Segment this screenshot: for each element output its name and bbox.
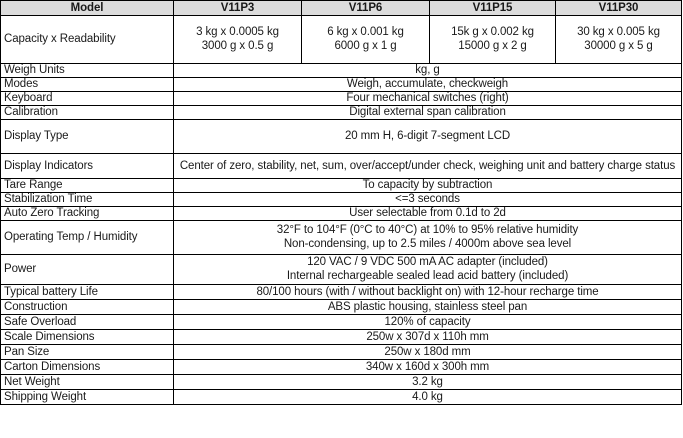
- capacity-v11p6: [302, 16, 430, 64]
- spec-row-weigh-units: [1, 64, 682, 78]
- spec-value-line: ABS plastic housing, stainless steel pan: [327, 300, 528, 313]
- capacity-v11p6-kg: 6 kg x 0.001 kg: [327, 26, 404, 38]
- spec-label-carton-dimensions: Carton Dimensions: [1, 360, 174, 375]
- spec-value-typical-battery-life: [174, 285, 682, 300]
- spec-value-line: Non-condensing, up to 2.5 miles / 4000m above sea level: [283, 237, 572, 250]
- spec-value-line: User selectable from 0.1d to 2d: [349, 207, 506, 219]
- spec-row-safe-overload: [1, 315, 682, 330]
- spec-label-net-weight: Net Weight: [1, 375, 174, 390]
- capacity-label: Capacity x Readability: [1, 16, 174, 64]
- spec-value-stabilization-time: [174, 193, 682, 207]
- spec-value-keyboard: [174, 92, 682, 106]
- model-v11p15-header: V11P15: [430, 1, 556, 16]
- spec-value-line: Weigh, accumulate, checkweigh: [346, 78, 509, 90]
- spec-row-modes: [1, 78, 682, 92]
- spec-label-display-type: Display Type: [1, 120, 174, 154]
- spec-row-display-indicators: [1, 154, 682, 179]
- spec-row-net-weight: [1, 375, 682, 390]
- capacity-v11p30-kg: 30 kg x 0.005 kg: [577, 26, 660, 38]
- capacity-v11p30-g: 30000 g x 5 g: [584, 39, 653, 52]
- spec-value-carton-dimensions: [174, 360, 682, 375]
- model-header: Model: [1, 1, 174, 16]
- spec-label-scale-dimensions: Scale Dimensions: [1, 330, 174, 345]
- spec-label-typical-battery-life: Typical battery Life: [1, 285, 174, 300]
- spec-row-tare-range: [1, 179, 682, 193]
- spec-label-construction: Construction: [1, 300, 174, 315]
- spec-label-stabilization-time: Stabilization Time: [1, 193, 174, 207]
- capacity-v11p6-g: 6000 g x 1 g: [334, 39, 397, 52]
- spec-label-weigh-units: Weigh Units: [1, 64, 174, 78]
- spec-value-weigh-units: [174, 64, 682, 78]
- capacity-v11p15: [430, 16, 556, 64]
- capacity-v11p15-kg: 15k g x 0.002 kg: [451, 26, 534, 38]
- spec-value-modes: [174, 78, 682, 92]
- spec-value-safe-overload: [174, 315, 682, 330]
- spec-label-keyboard: Keyboard: [1, 92, 174, 106]
- spec-row-calibration: [1, 106, 682, 120]
- spec-value-line: Center of zero, stability, net, sum, over/accept/under check, weighing unit and battery charge status: [179, 159, 676, 172]
- spec-value-shipping-weight: [174, 390, 682, 405]
- spec-value-line: 4.0 kg: [412, 390, 443, 403]
- spec-value-line: Internal rechargeable sealed lead acid battery (included): [286, 269, 569, 282]
- spec-value-pan-size: [174, 345, 682, 360]
- spec-value-line: 120 VAC / 9 VDC 500 mA AC adapter (included): [307, 256, 548, 268]
- spec-row-display-type: [1, 120, 682, 154]
- spec-value-display-type: [174, 120, 682, 154]
- spec-value-line: 250w x 180d mm: [384, 345, 471, 358]
- capacity-v11p3-kg: 3 kg x 0.0005 kg: [196, 26, 279, 38]
- spec-label-calibration: Calibration: [1, 106, 174, 120]
- spec-value-line: 20 mm H, 6-digit 7-segment LCD: [344, 130, 511, 142]
- capacity-v11p30: [556, 16, 682, 64]
- spec-label-pan-size: Pan Size: [1, 345, 174, 360]
- spec-row-auto-zero-tracking: [1, 207, 682, 221]
- spec-row-scale-dimensions: [1, 330, 682, 345]
- spec-value-line: To capacity by subtraction: [362, 179, 493, 191]
- spec-row-pan-size: [1, 345, 682, 360]
- spec-label-modes: Modes: [1, 78, 174, 92]
- spec-value-calibration: [174, 106, 682, 120]
- spec-row-carton-dimensions: [1, 360, 682, 375]
- spec-label-tare-range: Tare Range: [1, 179, 174, 193]
- spec-row-keyboard: [1, 92, 682, 106]
- spec-value-line: 340w x 160d x 300h mm: [365, 360, 490, 373]
- spec-value-tare-range: [174, 179, 682, 193]
- capacity-v11p3-g: 3000 g x 0.5 g: [201, 39, 274, 52]
- spec-label-power: Power: [1, 255, 174, 285]
- spec-label-display-indicators: Display Indicators: [1, 154, 174, 179]
- spec-value-scale-dimensions: [174, 330, 682, 345]
- spec-value-net-weight: [174, 375, 682, 390]
- spec-value-construction: [174, 300, 682, 315]
- spec-label-auto-zero-tracking: Auto Zero Tracking: [1, 207, 174, 221]
- spec-row-stabilization-time: [1, 193, 682, 207]
- spec-value-line: <=3 seconds: [395, 193, 460, 205]
- model-v11p6-header: V11P6: [302, 1, 430, 16]
- capacity-row: [1, 16, 682, 64]
- spec-value-auto-zero-tracking: [174, 207, 682, 221]
- header-row: [1, 1, 682, 16]
- capacity-v11p15-g: 15000 g x 2 g: [458, 39, 527, 52]
- spec-label-shipping-weight: Shipping Weight: [1, 390, 174, 405]
- spec-label-safe-overload: Safe Overload: [1, 315, 174, 330]
- spec-value-operating-temp-humidity: [174, 221, 682, 255]
- spec-value-line: 250w x 307d x 110h mm: [366, 330, 489, 343]
- spec-value-line: Digital external span calibration: [349, 106, 506, 118]
- spec-row-shipping-weight: [1, 390, 682, 405]
- spec-row-typical-battery-life: [1, 285, 682, 300]
- spec-value-line: Four mechanical switches (right): [346, 92, 509, 104]
- model-v11p3-header: V11P3: [174, 1, 302, 16]
- model-v11p30-header: V11P30: [556, 1, 682, 16]
- spec-value-line: 80/100 hours (with / without backlight on) with 12-hour recharge time: [256, 285, 599, 298]
- spec-value-line: 32°F to 104°F (0°C to 40°C) at 10% to 95% relative humidity: [276, 224, 579, 236]
- spec-label-operating-temp-humidity: Operating Temp / Humidity: [1, 221, 174, 255]
- spec-row-power: [1, 255, 682, 285]
- spec-value-power: [174, 255, 682, 285]
- spec-value-line: 3.2 kg: [412, 375, 443, 388]
- spec-row-operating-temp-humidity: [1, 221, 682, 255]
- spec-row-construction: [1, 300, 682, 315]
- spec-value-line: kg, g: [415, 64, 440, 76]
- spec-value-line: 120% of capacity: [384, 315, 471, 328]
- spec-value-display-indicators: [174, 154, 682, 179]
- capacity-v11p3: [174, 16, 302, 64]
